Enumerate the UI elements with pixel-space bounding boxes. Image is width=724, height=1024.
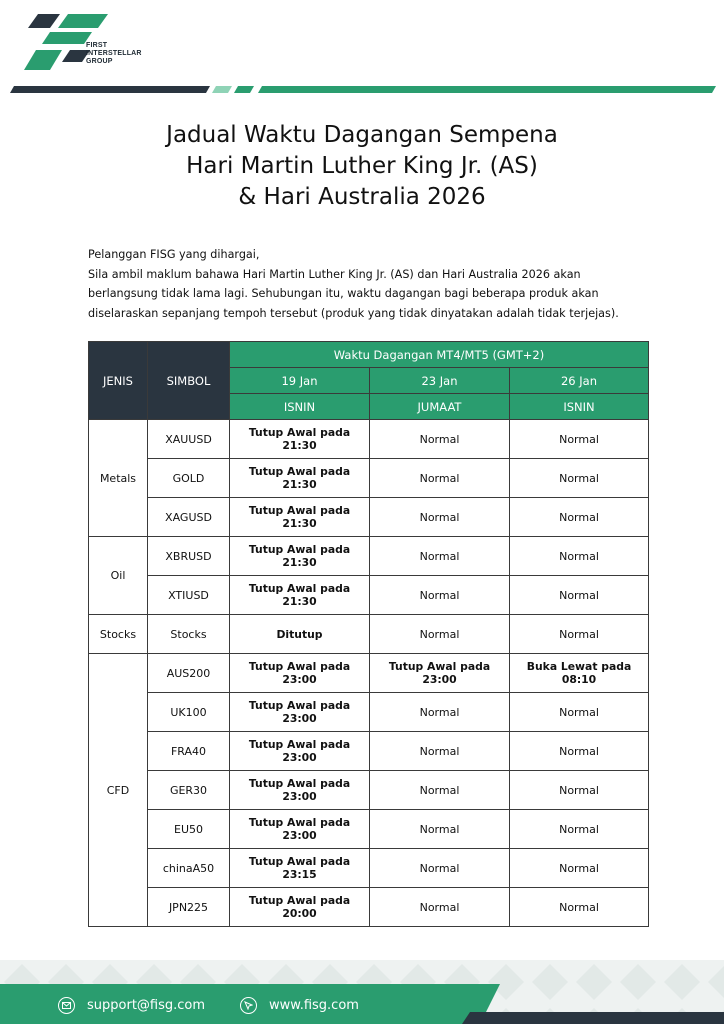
schedule-cell: Normal	[370, 693, 510, 732]
cursor-icon	[240, 997, 257, 1014]
schedule-cell: Tutup Awal pada 21:30	[230, 459, 370, 498]
greeting: Pelanggan FISG yang dihargai,	[88, 248, 260, 261]
schedule-cell: Normal	[370, 849, 510, 888]
schedule-cell: Normal	[510, 615, 649, 654]
mail-icon	[58, 997, 75, 1014]
schedule-cell: Normal	[510, 459, 649, 498]
schedule-cell: Tutup Awal pada 21:30	[230, 420, 370, 459]
type-cell: CFD	[89, 654, 148, 927]
schedule-cell: Normal	[370, 459, 510, 498]
date-header: 23 Jan	[370, 368, 510, 394]
footer	[0, 960, 724, 1024]
schedule-cell: Tutup Awal pada 20:00	[230, 888, 370, 927]
schedule-cell: Tutup Awal pada 23:00	[230, 732, 370, 771]
intro-body: Sila ambil maklum bahawa Hari Martin Luther King Jr. (AS) dan Hari Australia 2026 akan berlangsung tidak lama lagi. Sehubungan itu, waktu dagangan bagi beberapa produk akan diselaraskan sepanjang tempoh tersebut (produk yang tidak dinyatakan adalah tidak terjejas).	[88, 267, 619, 320]
schedule-cell: Normal	[370, 498, 510, 537]
website-link[interactable]: www.fisg.com	[269, 998, 359, 1013]
schedule-cell: Normal	[510, 693, 649, 732]
schedule-cell: Tutup Awal pada 23:15	[230, 849, 370, 888]
schedule-cell: Normal	[370, 732, 510, 771]
symbol-cell: Stocks	[148, 615, 230, 654]
schedule-cell: Normal	[510, 420, 649, 459]
schedule-cell: Tutup Awal pada 23:00	[230, 654, 370, 693]
col-type-header: JENIS	[89, 342, 148, 420]
footer-background	[0, 960, 724, 1024]
date-header: 19 Jan	[230, 368, 370, 394]
date-header: 26 Jan	[510, 368, 649, 394]
schedule-cell: Normal	[370, 810, 510, 849]
schedule-cell: Normal	[510, 537, 649, 576]
table-row	[89, 537, 649, 576]
page-title: Jadual Waktu Dagangan Sempena Hari Martin Luther King Jr. (AS) & Hari Australia 2026	[166, 122, 558, 210]
symbol-cell: EU50	[148, 810, 230, 849]
table-row	[89, 732, 649, 771]
symbol-cell: GER30	[148, 771, 230, 810]
header-divider	[10, 86, 716, 93]
symbol-cell: XAUUSD	[148, 420, 230, 459]
col-symbol-header: SIMBOL	[148, 342, 230, 420]
schedule-cell: Normal	[510, 732, 649, 771]
schedule-cell: Normal	[510, 888, 649, 927]
schedule-cell: Normal	[370, 615, 510, 654]
symbol-cell: GOLD	[148, 459, 230, 498]
type-cell: Metals	[89, 420, 148, 537]
schedule-cell: Ditutup	[230, 615, 370, 654]
table-row	[89, 498, 649, 537]
symbol-cell: AUS200	[148, 654, 230, 693]
schedule-cell: Normal	[510, 576, 649, 615]
table-row	[89, 810, 649, 849]
schedule-cell: Normal	[510, 849, 649, 888]
schedule-cell: Tutup Awal pada 23:00	[230, 810, 370, 849]
schedule-cell: Tutup Awal pada 23:00	[230, 693, 370, 732]
footer-email[interactable]	[58, 997, 205, 1014]
table-row	[89, 615, 649, 654]
schedule-cell: Tutup Awal pada 21:30	[230, 537, 370, 576]
schedule-cell: Normal	[510, 810, 649, 849]
symbol-cell: chinaA50	[148, 849, 230, 888]
table-row	[89, 771, 649, 810]
day-header: ISNIN	[510, 394, 649, 420]
brand-name: FIRST INTERSTELLAR GROUP	[86, 42, 142, 65]
schedule-cell: Buka Lewat pada 08:10	[510, 654, 649, 693]
schedule-cell: Normal	[370, 576, 510, 615]
schedule-cell: Tutup Awal pada 21:30	[230, 576, 370, 615]
symbol-cell: XAGUSD	[148, 498, 230, 537]
table-row	[89, 576, 649, 615]
table-row	[89, 420, 649, 459]
col-group-header: Waktu Dagangan MT4/MT5 (GMT+2)	[230, 342, 649, 368]
schedule-cell: Normal	[510, 498, 649, 537]
trading-schedule-table	[88, 341, 649, 927]
symbol-cell: JPN225	[148, 888, 230, 927]
symbol-cell: XTIUSD	[148, 576, 230, 615]
table-row	[89, 654, 649, 693]
footer-website[interactable]	[240, 997, 359, 1014]
schedule-cell: Tutup Awal pada 21:30	[230, 498, 370, 537]
schedule-cell: Normal	[370, 420, 510, 459]
schedule-cell: Normal	[370, 771, 510, 810]
table-row	[89, 888, 649, 927]
schedule-cell: Tutup Awal pada 23:00	[370, 654, 510, 693]
type-cell: Oil	[89, 537, 148, 615]
schedule-cell: Normal	[510, 771, 649, 810]
table-row	[89, 693, 649, 732]
symbol-cell: XBRUSD	[148, 537, 230, 576]
table-row	[89, 459, 649, 498]
table-row	[89, 849, 649, 888]
schedule-cell: Normal	[370, 537, 510, 576]
schedule-cell: Normal	[370, 888, 510, 927]
email-link[interactable]: support@fisg.com	[87, 998, 206, 1013]
day-header: JUMAAT	[370, 394, 510, 420]
type-cell: Stocks	[89, 615, 148, 654]
symbol-cell: UK100	[148, 693, 230, 732]
intro-text	[88, 245, 648, 323]
symbol-cell: FRA40	[148, 732, 230, 771]
day-header: ISNIN	[230, 394, 370, 420]
schedule-cell: Tutup Awal pada 23:00	[230, 771, 370, 810]
